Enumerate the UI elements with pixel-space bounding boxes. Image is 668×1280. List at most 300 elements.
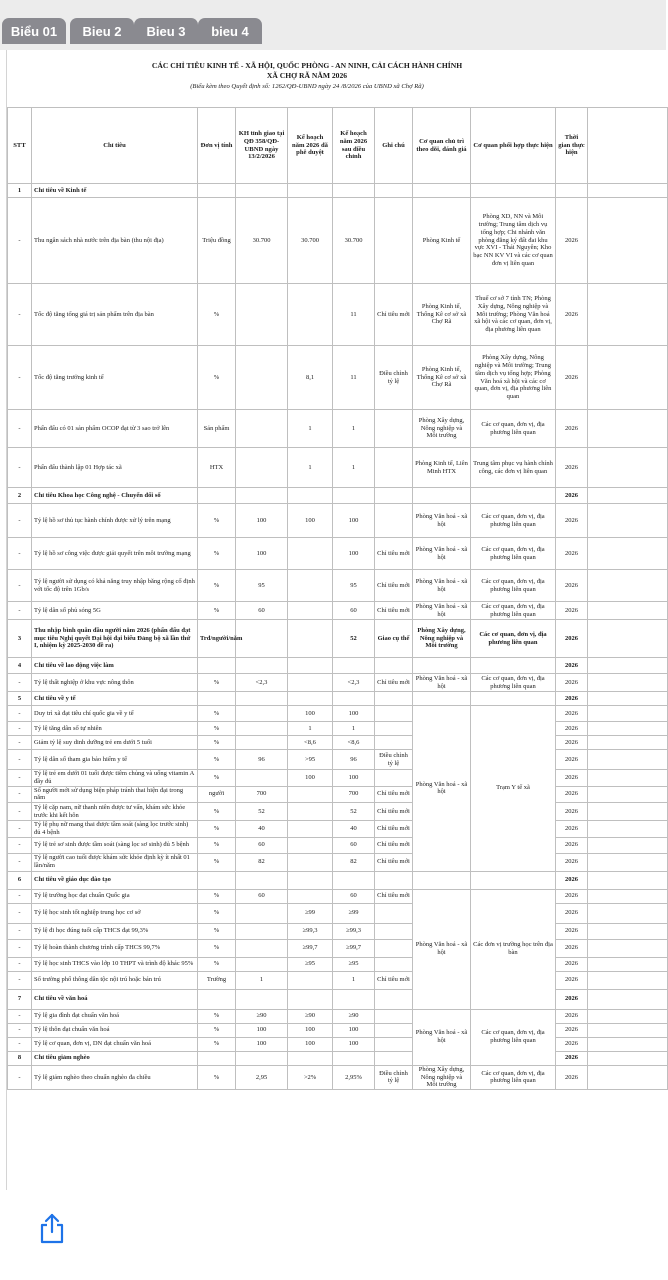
cell-kh-giao[interactable]: 1	[236, 971, 288, 989]
cell-kh-duyet[interactable]: ≥95	[288, 957, 333, 971]
cell-empty[interactable]	[588, 989, 668, 1009]
cell-kh-duyet[interactable]: ≥99,3	[288, 923, 333, 939]
cell-thoi-gian[interactable]: 2026	[556, 504, 588, 538]
cell-co-quan-phoi-hop[interactable]	[471, 658, 556, 674]
cell-kh-giao[interactable]	[236, 770, 288, 787]
cell-thoi-gian[interactable]: 2026	[556, 1051, 588, 1065]
cell-don-vi[interactable]	[198, 488, 236, 504]
cell-chi-tieu[interactable]: Chỉ tiêu về giáo dục đào tạo	[32, 871, 198, 889]
cell-ghi-chu[interactable]	[375, 410, 413, 448]
cell-thoi-gian[interactable]: 2026	[556, 722, 588, 736]
cell-kh-duyet[interactable]	[288, 803, 333, 821]
cell-kh-dieu-chinh[interactable]: 11	[333, 346, 375, 410]
cell-don-vi[interactable]: %	[198, 923, 236, 939]
cell-kh-duyet[interactable]	[288, 971, 333, 989]
cell-thoi-gian[interactable]: 2026	[556, 803, 588, 821]
cell-kh-dieu-chinh[interactable]: 52	[333, 620, 375, 658]
cell-kh-dieu-chinh[interactable]	[333, 1051, 375, 1065]
cell-stt[interactable]: -	[8, 1065, 32, 1089]
cell-ghi-chu[interactable]	[375, 923, 413, 939]
cell-co-quan-chu-tri[interactable]: Phòng Kinh tế	[413, 198, 471, 284]
tab-bieu-4[interactable]: bieu 4	[198, 18, 262, 44]
cell-chi-tieu[interactable]: Tỷ lệ hồ sơ thủ tục hành chính được xử lý trên mạng	[32, 504, 198, 538]
cell-co-quan-chu-tri[interactable]	[413, 184, 471, 198]
cell-stt[interactable]: -	[8, 1023, 32, 1037]
cell-kh-dieu-chinh[interactable]: 82	[333, 853, 375, 871]
cell-co-quan-phoi-hop[interactable]: Các đơn vị trường học trên địa bàn	[471, 889, 556, 1009]
cell-kh-giao[interactable]: 96	[236, 750, 288, 770]
cell-kh-giao[interactable]: ≥90	[236, 1009, 288, 1023]
cell-kh-dieu-chinh[interactable]: 700	[333, 786, 375, 803]
cell-stt[interactable]: -	[8, 602, 32, 620]
cell-co-quan-phoi-hop[interactable]: Các cơ quan, đơn vị, địa phương liên quan	[471, 538, 556, 570]
cell-kh-giao[interactable]: 100	[236, 538, 288, 570]
cell-kh-duyet[interactable]: >2%	[288, 1065, 333, 1089]
cell-empty[interactable]	[588, 750, 668, 770]
cell-thoi-gian[interactable]: 2026	[556, 658, 588, 674]
cell-co-quan-phoi-hop[interactable]	[471, 488, 556, 504]
cell-kh-giao[interactable]	[236, 692, 288, 706]
cell-ghi-chu[interactable]	[375, 658, 413, 674]
cell-kh-giao[interactable]	[236, 957, 288, 971]
cell-co-quan-phoi-hop[interactable]: Các cơ quan, đơn vị, địa phương liên quan	[471, 1009, 556, 1065]
cell-don-vi[interactable]: %	[198, 504, 236, 538]
cell-empty[interactable]	[588, 658, 668, 674]
cell-thoi-gian[interactable]: 2026	[556, 488, 588, 504]
cell-stt[interactable]: -	[8, 786, 32, 803]
cell-co-quan-phoi-hop[interactable]: Trạm Y tế xã	[471, 706, 556, 872]
cell-thoi-gian[interactable]: 2026	[556, 957, 588, 971]
cell-kh-giao[interactable]: 100	[236, 504, 288, 538]
cell-kh-duyet[interactable]	[288, 989, 333, 1009]
cell-kh-duyet[interactable]: ≥99,7	[288, 939, 333, 957]
cell-thoi-gian[interactable]: 2026	[556, 692, 588, 706]
cell-kh-giao[interactable]	[236, 939, 288, 957]
cell-don-vi[interactable]	[198, 989, 236, 1009]
cell-thoi-gian[interactable]: 2026	[556, 837, 588, 853]
cell-ghi-chu[interactable]: Chỉ tiêu mới	[375, 853, 413, 871]
cell-ghi-chu[interactable]: Chỉ tiêu mới	[375, 538, 413, 570]
cell-chi-tieu[interactable]: Thu nhập bình quân đầu người năm 2026 (phấn đấu đạt mục tiêu Nghị quyết Đại hội đại biểu Đảng bộ xã lần thứ I, nhiệm kỳ 2025-2030 đề ra)	[32, 620, 198, 658]
cell-chi-tieu[interactable]: Phấn đấu thành lập 01 Hợp tác xã	[32, 448, 198, 488]
cell-co-quan-phoi-hop[interactable]: Các cơ quan, đơn vị, địa phương liên quan	[471, 674, 556, 692]
cell-kh-giao[interactable]: 2,95	[236, 1065, 288, 1089]
cell-stt[interactable]: 7	[8, 989, 32, 1009]
cell-stt[interactable]: 6	[8, 871, 32, 889]
cell-chi-tieu[interactable]: Tỷ lệ cặp nam, nữ thanh niên được tư vấn, khám sức khỏe trước khi kết hôn	[32, 803, 198, 821]
cell-co-quan-phoi-hop[interactable]: Các cơ quan, đơn vị, địa phương liên quan	[471, 570, 556, 602]
cell-ghi-chu[interactable]: Điều chỉnh tỷ lệ	[375, 1065, 413, 1089]
cell-kh-dieu-chinh[interactable]	[333, 184, 375, 198]
cell-kh-duyet[interactable]: 1	[288, 448, 333, 488]
cell-empty[interactable]	[588, 504, 668, 538]
cell-don-vi[interactable]: Trđ/người/năm	[198, 620, 236, 658]
cell-stt[interactable]: -	[8, 736, 32, 750]
cell-kh-giao[interactable]	[236, 989, 288, 1009]
cell-empty[interactable]	[588, 706, 668, 722]
cell-empty[interactable]	[588, 692, 668, 706]
cell-don-vi[interactable]: %	[198, 538, 236, 570]
cell-empty[interactable]	[588, 853, 668, 871]
cell-kh-duyet[interactable]: 100	[288, 504, 333, 538]
cell-thoi-gian[interactable]: 2026	[556, 821, 588, 838]
cell-don-vi[interactable]: %	[198, 736, 236, 750]
cell-empty[interactable]	[588, 184, 668, 198]
cell-empty[interactable]	[588, 736, 668, 750]
cell-stt[interactable]: -	[8, 410, 32, 448]
cell-co-quan-chu-tri[interactable]	[413, 658, 471, 674]
cell-co-quan-chu-tri[interactable]: Phòng Văn hoá - xã hội	[413, 674, 471, 692]
cell-kh-dieu-chinh[interactable]: <2,3	[333, 674, 375, 692]
cell-ghi-chu[interactable]: Chỉ tiêu mới	[375, 837, 413, 853]
cell-don-vi[interactable]: %	[198, 903, 236, 923]
tab-bieu-2[interactable]: Bieu 2	[70, 18, 134, 44]
cell-kh-dieu-chinh[interactable]: 100	[333, 1037, 375, 1051]
cell-kh-dieu-chinh[interactable]: 95	[333, 570, 375, 602]
cell-kh-giao[interactable]	[236, 620, 288, 658]
cell-co-quan-chu-tri[interactable]	[413, 871, 471, 889]
cell-don-vi[interactable]	[198, 184, 236, 198]
cell-stt[interactable]: -	[8, 538, 32, 570]
cell-empty[interactable]	[588, 488, 668, 504]
cell-kh-giao[interactable]	[236, 1051, 288, 1065]
cell-don-vi[interactable]: %	[198, 1065, 236, 1089]
cell-kh-duyet[interactable]	[288, 602, 333, 620]
cell-co-quan-chu-tri[interactable]: Phòng Kinh tế, Liên Minh HTX	[413, 448, 471, 488]
cell-don-vi[interactable]: %	[198, 1023, 236, 1037]
cell-chi-tieu[interactable]: Tốc độ tăng tổng giá trị sản phẩm trên địa bàn	[32, 284, 198, 346]
cell-chi-tieu[interactable]: Số người mới sử dụng biện pháp tránh thai hiện đại trong năm	[32, 786, 198, 803]
cell-chi-tieu[interactable]: Tỷ lệ người sử dụng có khả năng truy nhập băng rộng cố định với tốc độ trên 1Gb/s	[32, 570, 198, 602]
cell-don-vi[interactable]: %	[198, 1037, 236, 1051]
cell-kh-giao[interactable]	[236, 184, 288, 198]
cell-empty[interactable]	[588, 903, 668, 923]
cell-thoi-gian[interactable]: 2026	[556, 853, 588, 871]
cell-kh-duyet[interactable]: 1	[288, 722, 333, 736]
cell-chi-tieu[interactable]: Tỷ lệ hồ sơ công việc được giải quyết trên môi trường mạng	[32, 538, 198, 570]
cell-kh-dieu-chinh[interactable]	[333, 989, 375, 1009]
cell-stt[interactable]: -	[8, 821, 32, 838]
cell-don-vi[interactable]: %	[198, 602, 236, 620]
cell-ghi-chu[interactable]	[375, 1023, 413, 1037]
cell-kh-duyet[interactable]	[288, 786, 333, 803]
cell-kh-dieu-chinh[interactable]: 100	[333, 770, 375, 787]
cell-stt[interactable]: 2	[8, 488, 32, 504]
cell-stt[interactable]: 5	[8, 692, 32, 706]
cell-thoi-gian[interactable]: 2026	[556, 750, 588, 770]
cell-stt[interactable]: -	[8, 706, 32, 722]
cell-kh-dieu-chinh[interactable]: 60	[333, 837, 375, 853]
cell-empty[interactable]	[588, 1009, 668, 1023]
cell-stt[interactable]: 8	[8, 1051, 32, 1065]
cell-kh-dieu-chinh[interactable]: ≥90	[333, 1009, 375, 1023]
cell-kh-duyet[interactable]: >95	[288, 750, 333, 770]
cell-chi-tieu[interactable]: Tỷ lệ hoàn thành chương trình cấp THCS 99,7%	[32, 939, 198, 957]
cell-ghi-chu[interactable]: Chỉ tiêu mới	[375, 803, 413, 821]
cell-kh-dieu-chinh[interactable]: 60	[333, 602, 375, 620]
cell-empty[interactable]	[588, 1051, 668, 1065]
cell-ghi-chu[interactable]: Chỉ tiêu mới	[375, 570, 413, 602]
cell-thoi-gian[interactable]: 2026	[556, 923, 588, 939]
cell-don-vi[interactable]: người	[198, 786, 236, 803]
cell-kh-duyet[interactable]	[288, 488, 333, 504]
cell-ghi-chu[interactable]: Giao cụ thể	[375, 620, 413, 658]
cell-don-vi[interactable]: %	[198, 722, 236, 736]
cell-ghi-chu[interactable]: Chỉ tiêu mới	[375, 674, 413, 692]
cell-co-quan-phoi-hop[interactable]: Các cơ quan, đơn vị, địa phương liên quan	[471, 410, 556, 448]
cell-chi-tieu[interactable]: Chỉ tiêu về y tế	[32, 692, 198, 706]
cell-ghi-chu[interactable]	[375, 504, 413, 538]
cell-kh-duyet[interactable]: 100	[288, 706, 333, 722]
cell-empty[interactable]	[588, 971, 668, 989]
cell-kh-giao[interactable]: 95	[236, 570, 288, 602]
cell-thoi-gian[interactable]: 2026	[556, 284, 588, 346]
cell-thoi-gian[interactable]: 2026	[556, 871, 588, 889]
cell-ghi-chu[interactable]	[375, 722, 413, 736]
cell-kh-duyet[interactable]	[288, 821, 333, 838]
cell-kh-dieu-chinh[interactable]: 1	[333, 722, 375, 736]
cell-stt[interactable]: -	[8, 722, 32, 736]
cell-kh-duyet[interactable]: 100	[288, 1023, 333, 1037]
cell-don-vi[interactable]: %	[198, 803, 236, 821]
cell-ghi-chu[interactable]	[375, 184, 413, 198]
cell-co-quan-phoi-hop[interactable]	[471, 184, 556, 198]
cell-chi-tieu[interactable]: Tỷ lệ giảm nghèo theo chuẩn nghèo đa chiều	[32, 1065, 198, 1089]
cell-thoi-gian[interactable]: 2026	[556, 989, 588, 1009]
cell-co-quan-chu-tri[interactable]: Phòng Kinh tế, Thống Kê cơ sở xã Chợ Rã	[413, 346, 471, 410]
cell-stt[interactable]: -	[8, 957, 32, 971]
cell-co-quan-chu-tri[interactable]: Phòng Văn hoá - xã hội	[413, 504, 471, 538]
cell-kh-dieu-chinh[interactable]: 100	[333, 706, 375, 722]
cell-don-vi[interactable]	[198, 692, 236, 706]
cell-co-quan-phoi-hop[interactable]: Các cơ quan, đơn vị, địa phương liên quan	[471, 1065, 556, 1089]
cell-empty[interactable]	[588, 786, 668, 803]
cell-don-vi[interactable]: %	[198, 1009, 236, 1023]
cell-kh-dieu-chinh[interactable]: <8,6	[333, 736, 375, 750]
cell-ghi-chu[interactable]	[375, 488, 413, 504]
tab-bieu-01[interactable]: Biểu 01	[2, 18, 66, 44]
cell-kh-dieu-chinh[interactable]	[333, 692, 375, 706]
cell-ghi-chu[interactable]	[375, 198, 413, 284]
cell-empty[interactable]	[588, 346, 668, 410]
cell-thoi-gian[interactable]: 2026	[556, 620, 588, 658]
cell-stt[interactable]: -	[8, 750, 32, 770]
cell-co-quan-phoi-hop[interactable]: Phòng Xây dựng, Nông nghiệp và Môi trường; Trung tâm dịch vụ tổng hợp; Phòng Văn hoá xã hội và các cơ quan, đơn vị, địa phương liên quan	[471, 346, 556, 410]
cell-kh-dieu-chinh[interactable]: 52	[333, 803, 375, 821]
cell-stt[interactable]: -	[8, 198, 32, 284]
cell-kh-dieu-chinh[interactable]: ≥99	[333, 903, 375, 923]
share-icon[interactable]	[36, 1212, 68, 1244]
cell-empty[interactable]	[588, 770, 668, 787]
cell-empty[interactable]	[588, 284, 668, 346]
cell-ghi-chu[interactable]: Chỉ tiêu mới	[375, 971, 413, 989]
cell-empty[interactable]	[588, 570, 668, 602]
cell-kh-dieu-chinh[interactable]: 1	[333, 448, 375, 488]
cell-ghi-chu[interactable]	[375, 989, 413, 1009]
cell-empty[interactable]	[588, 939, 668, 957]
cell-chi-tieu[interactable]: Tỷ lệ dân số tham gia bảo hiểm y tế	[32, 750, 198, 770]
cell-empty[interactable]	[588, 1065, 668, 1089]
cell-kh-giao[interactable]	[236, 448, 288, 488]
cell-kh-giao[interactable]	[236, 871, 288, 889]
cell-stt[interactable]: -	[8, 346, 32, 410]
cell-empty[interactable]	[588, 1023, 668, 1037]
cell-kh-duyet[interactable]	[288, 570, 333, 602]
cell-kh-duyet[interactable]: 1	[288, 410, 333, 448]
cell-kh-giao[interactable]	[236, 923, 288, 939]
cell-ghi-chu[interactable]	[375, 448, 413, 488]
cell-co-quan-phoi-hop[interactable]: Các cơ quan, đơn vị, địa phương liên quan	[471, 620, 556, 658]
cell-empty[interactable]	[588, 821, 668, 838]
cell-stt[interactable]: -	[8, 504, 32, 538]
cell-chi-tieu[interactable]: Tỷ lệ dân số phủ sóng 5G	[32, 602, 198, 620]
cell-thoi-gian[interactable]: 2026	[556, 1023, 588, 1037]
cell-don-vi[interactable]: %	[198, 346, 236, 410]
cell-kh-dieu-chinh[interactable]: 2,95%	[333, 1065, 375, 1089]
cell-kh-giao[interactable]: 30.700	[236, 198, 288, 284]
cell-empty[interactable]	[588, 448, 668, 488]
cell-chi-tieu[interactable]: Tỷ lệ thất nghiệp ở khu vực nông thôn	[32, 674, 198, 692]
cell-kh-giao[interactable]: 60	[236, 837, 288, 853]
cell-kh-duyet[interactable]: 100	[288, 1037, 333, 1051]
cell-kh-dieu-chinh[interactable]: 60	[333, 889, 375, 903]
cell-kh-giao[interactable]: 100	[236, 1023, 288, 1037]
cell-chi-tieu[interactable]: Số trường phổ thông dân tộc nội trú hoặc bán trú	[32, 971, 198, 989]
cell-stt[interactable]: -	[8, 853, 32, 871]
cell-chi-tieu[interactable]: Chỉ tiêu giảm nghèo	[32, 1051, 198, 1065]
cell-chi-tieu[interactable]: Thu ngân sách nhà nước trên địa bàn (thu nội địa)	[32, 198, 198, 284]
cell-chi-tieu[interactable]: Tỷ lệ trẻ em dưới 01 tuổi được tiêm chủng và uống vitamin A đầy đủ	[32, 770, 198, 787]
cell-kh-giao[interactable]: 82	[236, 853, 288, 871]
cell-stt[interactable]: -	[8, 923, 32, 939]
cell-stt[interactable]: -	[8, 971, 32, 989]
cell-kh-duyet[interactable]	[288, 184, 333, 198]
cell-stt[interactable]: -	[8, 570, 32, 602]
cell-empty[interactable]	[588, 538, 668, 570]
cell-ghi-chu[interactable]: Điều chỉnh tỷ lệ	[375, 346, 413, 410]
cell-don-vi[interactable]	[198, 871, 236, 889]
cell-kh-giao[interactable]: 60	[236, 889, 288, 903]
tab-bieu-3[interactable]: Bieu 3	[134, 18, 198, 44]
cell-chi-tieu[interactable]: Duy trì xã đạt tiêu chí quốc gia về y tế	[32, 706, 198, 722]
cell-kh-duyet[interactable]	[288, 837, 333, 853]
cell-kh-duyet[interactable]	[288, 538, 333, 570]
cell-stt[interactable]: -	[8, 284, 32, 346]
cell-co-quan-phoi-hop[interactable]	[471, 692, 556, 706]
cell-stt[interactable]: 4	[8, 658, 32, 674]
cell-chi-tieu[interactable]: Tỷ lệ gia đình đạt chuẩn văn hoá	[32, 1009, 198, 1023]
cell-don-vi[interactable]: %	[198, 770, 236, 787]
cell-kh-giao[interactable]	[236, 722, 288, 736]
cell-don-vi[interactable]: %	[198, 821, 236, 838]
cell-kh-giao[interactable]: 40	[236, 821, 288, 838]
cell-ghi-chu[interactable]	[375, 770, 413, 787]
cell-kh-dieu-chinh[interactable]	[333, 488, 375, 504]
cell-thoi-gian[interactable]: 2026	[556, 939, 588, 957]
cell-co-quan-chu-tri[interactable]: Phòng Văn hoá - xã hội	[413, 602, 471, 620]
cell-co-quan-phoi-hop[interactable]: Phòng XD, NN và Môi trường; Trung tâm dịch vụ tổng hợp; Chi nhánh văn phòng đăng ký đất đai khu vực XVI - Thái Nguyên; Kho bạc NN KV VI và các cơ quan đơn vị liên quan	[471, 198, 556, 284]
cell-empty[interactable]	[588, 722, 668, 736]
cell-empty[interactable]	[588, 410, 668, 448]
cell-thoi-gian[interactable]: 2026	[556, 736, 588, 750]
cell-stt[interactable]: -	[8, 448, 32, 488]
cell-co-quan-chu-tri[interactable]: Phòng Xây dựng, Nông nghiệp và Môi trường	[413, 620, 471, 658]
cell-kh-dieu-chinh[interactable]: 100	[333, 504, 375, 538]
cell-ghi-chu[interactable]	[375, 1051, 413, 1065]
cell-kh-giao[interactable]	[236, 284, 288, 346]
cell-chi-tieu[interactable]: Giảm tỷ lệ suy dinh dưỡng trẻ em dưới 5 tuổi	[32, 736, 198, 750]
cell-empty[interactable]	[588, 674, 668, 692]
cell-thoi-gian[interactable]: 2026	[556, 770, 588, 787]
cell-stt[interactable]: -	[8, 1037, 32, 1051]
cell-don-vi[interactable]: %	[198, 837, 236, 853]
cell-ghi-chu[interactable]	[375, 1009, 413, 1023]
cell-thoi-gian[interactable]: 2026	[556, 706, 588, 722]
cell-stt[interactable]: -	[8, 1009, 32, 1023]
cell-thoi-gian[interactable]: 2026	[556, 602, 588, 620]
cell-kh-dieu-chinh[interactable]: 30.700	[333, 198, 375, 284]
cell-ghi-chu[interactable]: Chỉ tiêu mới	[375, 821, 413, 838]
cell-don-vi[interactable]: %	[198, 570, 236, 602]
cell-kh-duyet[interactable]	[288, 284, 333, 346]
cell-kh-giao[interactable]	[236, 488, 288, 504]
cell-stt[interactable]: -	[8, 770, 32, 787]
cell-thoi-gian[interactable]: 2026	[556, 971, 588, 989]
cell-kh-dieu-chinh[interactable]: 100	[333, 1023, 375, 1037]
cell-don-vi[interactable]: Trường	[198, 971, 236, 989]
cell-co-quan-chu-tri[interactable]: Phòng Xây dựng, Nông nghiệp và Môi trường	[413, 410, 471, 448]
cell-ghi-chu[interactable]	[375, 1037, 413, 1051]
cell-thoi-gian[interactable]: 2026	[556, 889, 588, 903]
cell-don-vi[interactable]: %	[198, 750, 236, 770]
cell-stt[interactable]: -	[8, 939, 32, 957]
cell-kh-duyet[interactable]	[288, 620, 333, 658]
cell-thoi-gian[interactable]: 2026	[556, 903, 588, 923]
cell-don-vi[interactable]: %	[198, 889, 236, 903]
cell-kh-duyet[interactable]: 100	[288, 770, 333, 787]
cell-kh-duyet[interactable]: <8,6	[288, 736, 333, 750]
cell-empty[interactable]	[588, 620, 668, 658]
cell-don-vi[interactable]: Triệu đồng	[198, 198, 236, 284]
cell-co-quan-chu-tri[interactable]: Phòng Văn hoá - xã hội	[413, 889, 471, 1009]
cell-ghi-chu[interactable]	[375, 706, 413, 722]
cell-empty[interactable]	[588, 837, 668, 853]
cell-thoi-gian[interactable]: 2026	[556, 1037, 588, 1051]
cell-thoi-gian[interactable]: 2026	[556, 570, 588, 602]
cell-co-quan-chu-tri[interactable]	[413, 692, 471, 706]
cell-kh-dieu-chinh[interactable]: 1	[333, 971, 375, 989]
cell-chi-tieu[interactable]: Tỷ lệ trẻ sơ sinh được tầm soát (sàng lọc sơ sinh) đủ 5 bệnh	[32, 837, 198, 853]
cell-co-quan-chu-tri[interactable]: Phòng Kinh tế, Thống Kê cơ sở xã Chợ Rã	[413, 284, 471, 346]
cell-empty[interactable]	[588, 957, 668, 971]
cell-kh-duyet[interactable]: 30.700	[288, 198, 333, 284]
cell-chi-tieu[interactable]: Tỷ lệ người cao tuổi được khám sức khỏe định kỳ ít nhất 01 lần/năm	[32, 853, 198, 871]
cell-thoi-gian[interactable]: 2026	[556, 786, 588, 803]
cell-kh-giao[interactable]	[236, 410, 288, 448]
cell-co-quan-chu-tri[interactable]: Phòng Văn hoá - xã hội	[413, 538, 471, 570]
cell-co-quan-chu-tri[interactable]: Phòng Văn hoá - xã hội	[413, 706, 471, 872]
cell-stt[interactable]: -	[8, 803, 32, 821]
cell-thoi-gian[interactable]: 2026	[556, 346, 588, 410]
cell-co-quan-phoi-hop[interactable]: Thuế cơ sở 7 tỉnh TN; Phòng Xây dựng, Nông nghiệp và Môi trường; Phòng Văn hoá xã hội và các cơ quan, đơn vị, địa phương liên quan	[471, 284, 556, 346]
cell-kh-duyet[interactable]	[288, 692, 333, 706]
cell-co-quan-phoi-hop[interactable]: Trung tâm phục vụ hành chính công, các đơn vị liên quan	[471, 448, 556, 488]
cell-don-vi[interactable]: %	[198, 674, 236, 692]
cell-ghi-chu[interactable]: Chỉ tiêu mới	[375, 889, 413, 903]
cell-ghi-chu[interactable]: Chỉ tiêu mới	[375, 786, 413, 803]
cell-don-vi[interactable]: %	[198, 706, 236, 722]
cell-chi-tieu[interactable]: Tốc độ tăng trưởng kinh tế	[32, 346, 198, 410]
